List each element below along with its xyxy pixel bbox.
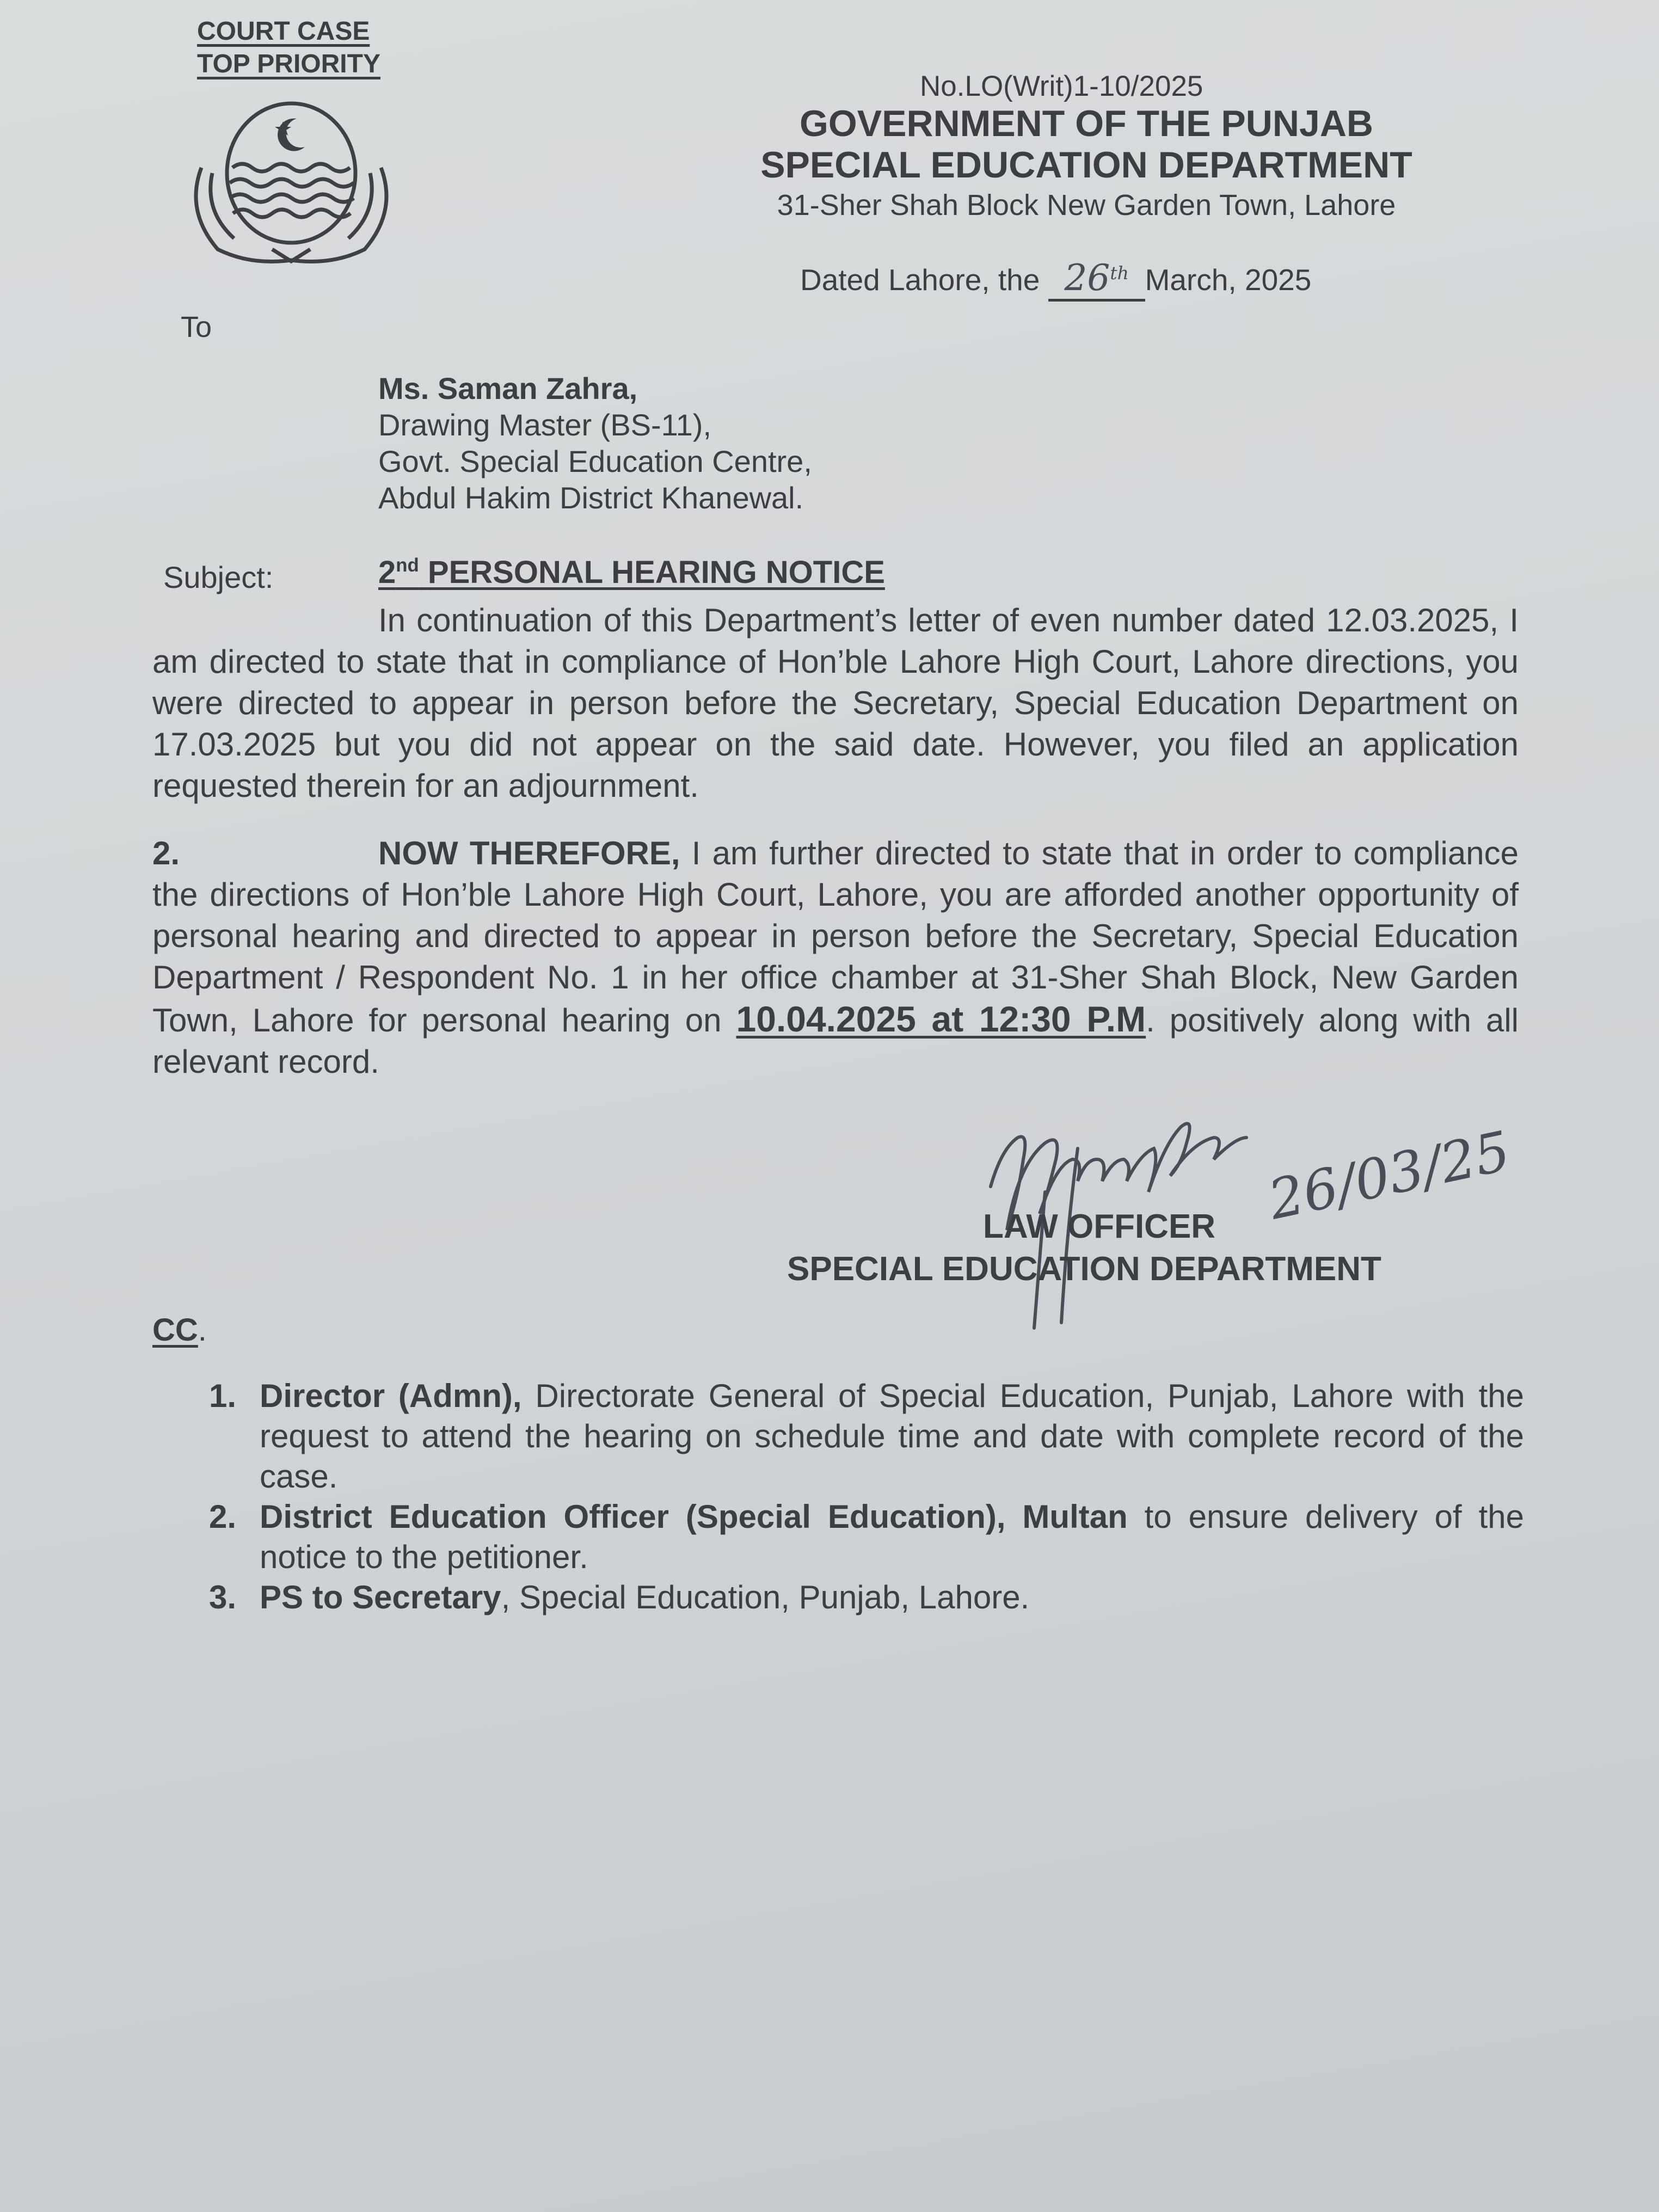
addressee-line: Abdul Hakim District Khanewal. xyxy=(378,481,804,515)
addressee-name: Ms. Saman Zahra, xyxy=(378,371,638,405)
court-case-stamp: COURT CASE xyxy=(197,17,370,46)
paragraph-1: In continuation of this Department’s letter of even number dated 12.03.2025, I am directed to state that in compliance of Hon’ble Lahore High Court, Lahore directions, you were directed to appear in person before the Secretary, Special Education Department on 17.03.2025 but you did not appear on the said date. However, you filed an application requested therein for an adjournment. xyxy=(152,602,1519,804)
top-priority-stamp: TOP PRIORITY xyxy=(197,50,380,78)
addressee-block xyxy=(378,370,812,516)
hearing-datetime: 10.04.2025 at 12:30 P.M xyxy=(736,999,1146,1039)
subject-label: Subject: xyxy=(163,560,274,594)
signature-date: 26/03/25 xyxy=(1263,1119,1516,1232)
dated-prefix: Dated Lahore, the xyxy=(800,263,1040,297)
department-address: 31-Sher Shah Block New Garden Town, Lahore xyxy=(777,189,1396,222)
dated-line xyxy=(800,257,1311,302)
to-label: To xyxy=(181,311,212,343)
dated-suffix: March, 2025 xyxy=(1145,263,1312,297)
cc-item: 2. District Education Officer (Special Education), Multan to ensure delivery of the notice to the petitioner. xyxy=(209,1498,1525,1575)
cc-item: 3. PS to Secretary, Special Education, Punjab, Lahore. xyxy=(209,1579,1030,1615)
signatory-title: LAW OFFICER xyxy=(983,1208,1216,1245)
punjab-emblem-icon xyxy=(180,97,403,266)
government-title: GOVERNMENT OF THE PUNJAB xyxy=(799,103,1374,144)
letter-number: No.LO(Writ)1-10/2025 xyxy=(920,70,1203,102)
cc-label: CC. xyxy=(152,1312,207,1348)
cc-list xyxy=(209,1376,1524,1618)
subject-title: 2nd PERSONAL HEARING NOTICE xyxy=(378,555,885,590)
addressee-line: Govt. Special Education Centre, xyxy=(378,444,812,478)
dated-day-handwritten: 26th xyxy=(1048,257,1145,302)
signatory-department: SPECIAL EDUCATION DEPARTMENT xyxy=(787,1250,1381,1288)
cc-item: 1. Director (Admn), Directorate General of Special Education, Punjab, Lahore with the request to attend the hearing on schedule time and date with complete record of the case. xyxy=(209,1378,1524,1495)
addressee-line: Drawing Master (BS-11), xyxy=(378,408,712,442)
department-title: SPECIAL EDUCATION DEPARTMENT xyxy=(760,144,1412,186)
paragraph-2: 2. NOW THEREFORE, I am further directed to state that in order to compliance the directions of Hon’ble Lahore High Court, Lahore, you are afforded another opportunity of personal hearing and directed to appear in person before the Secretary, Special Education Department / Respondent No. 1 in her office chamber at 31-Sher Shah Block, New Garden Town, Lahore for personal hearing on 10.04.2025 at 12:30 P.M. positively along with all relevant record. xyxy=(152,835,1519,1080)
